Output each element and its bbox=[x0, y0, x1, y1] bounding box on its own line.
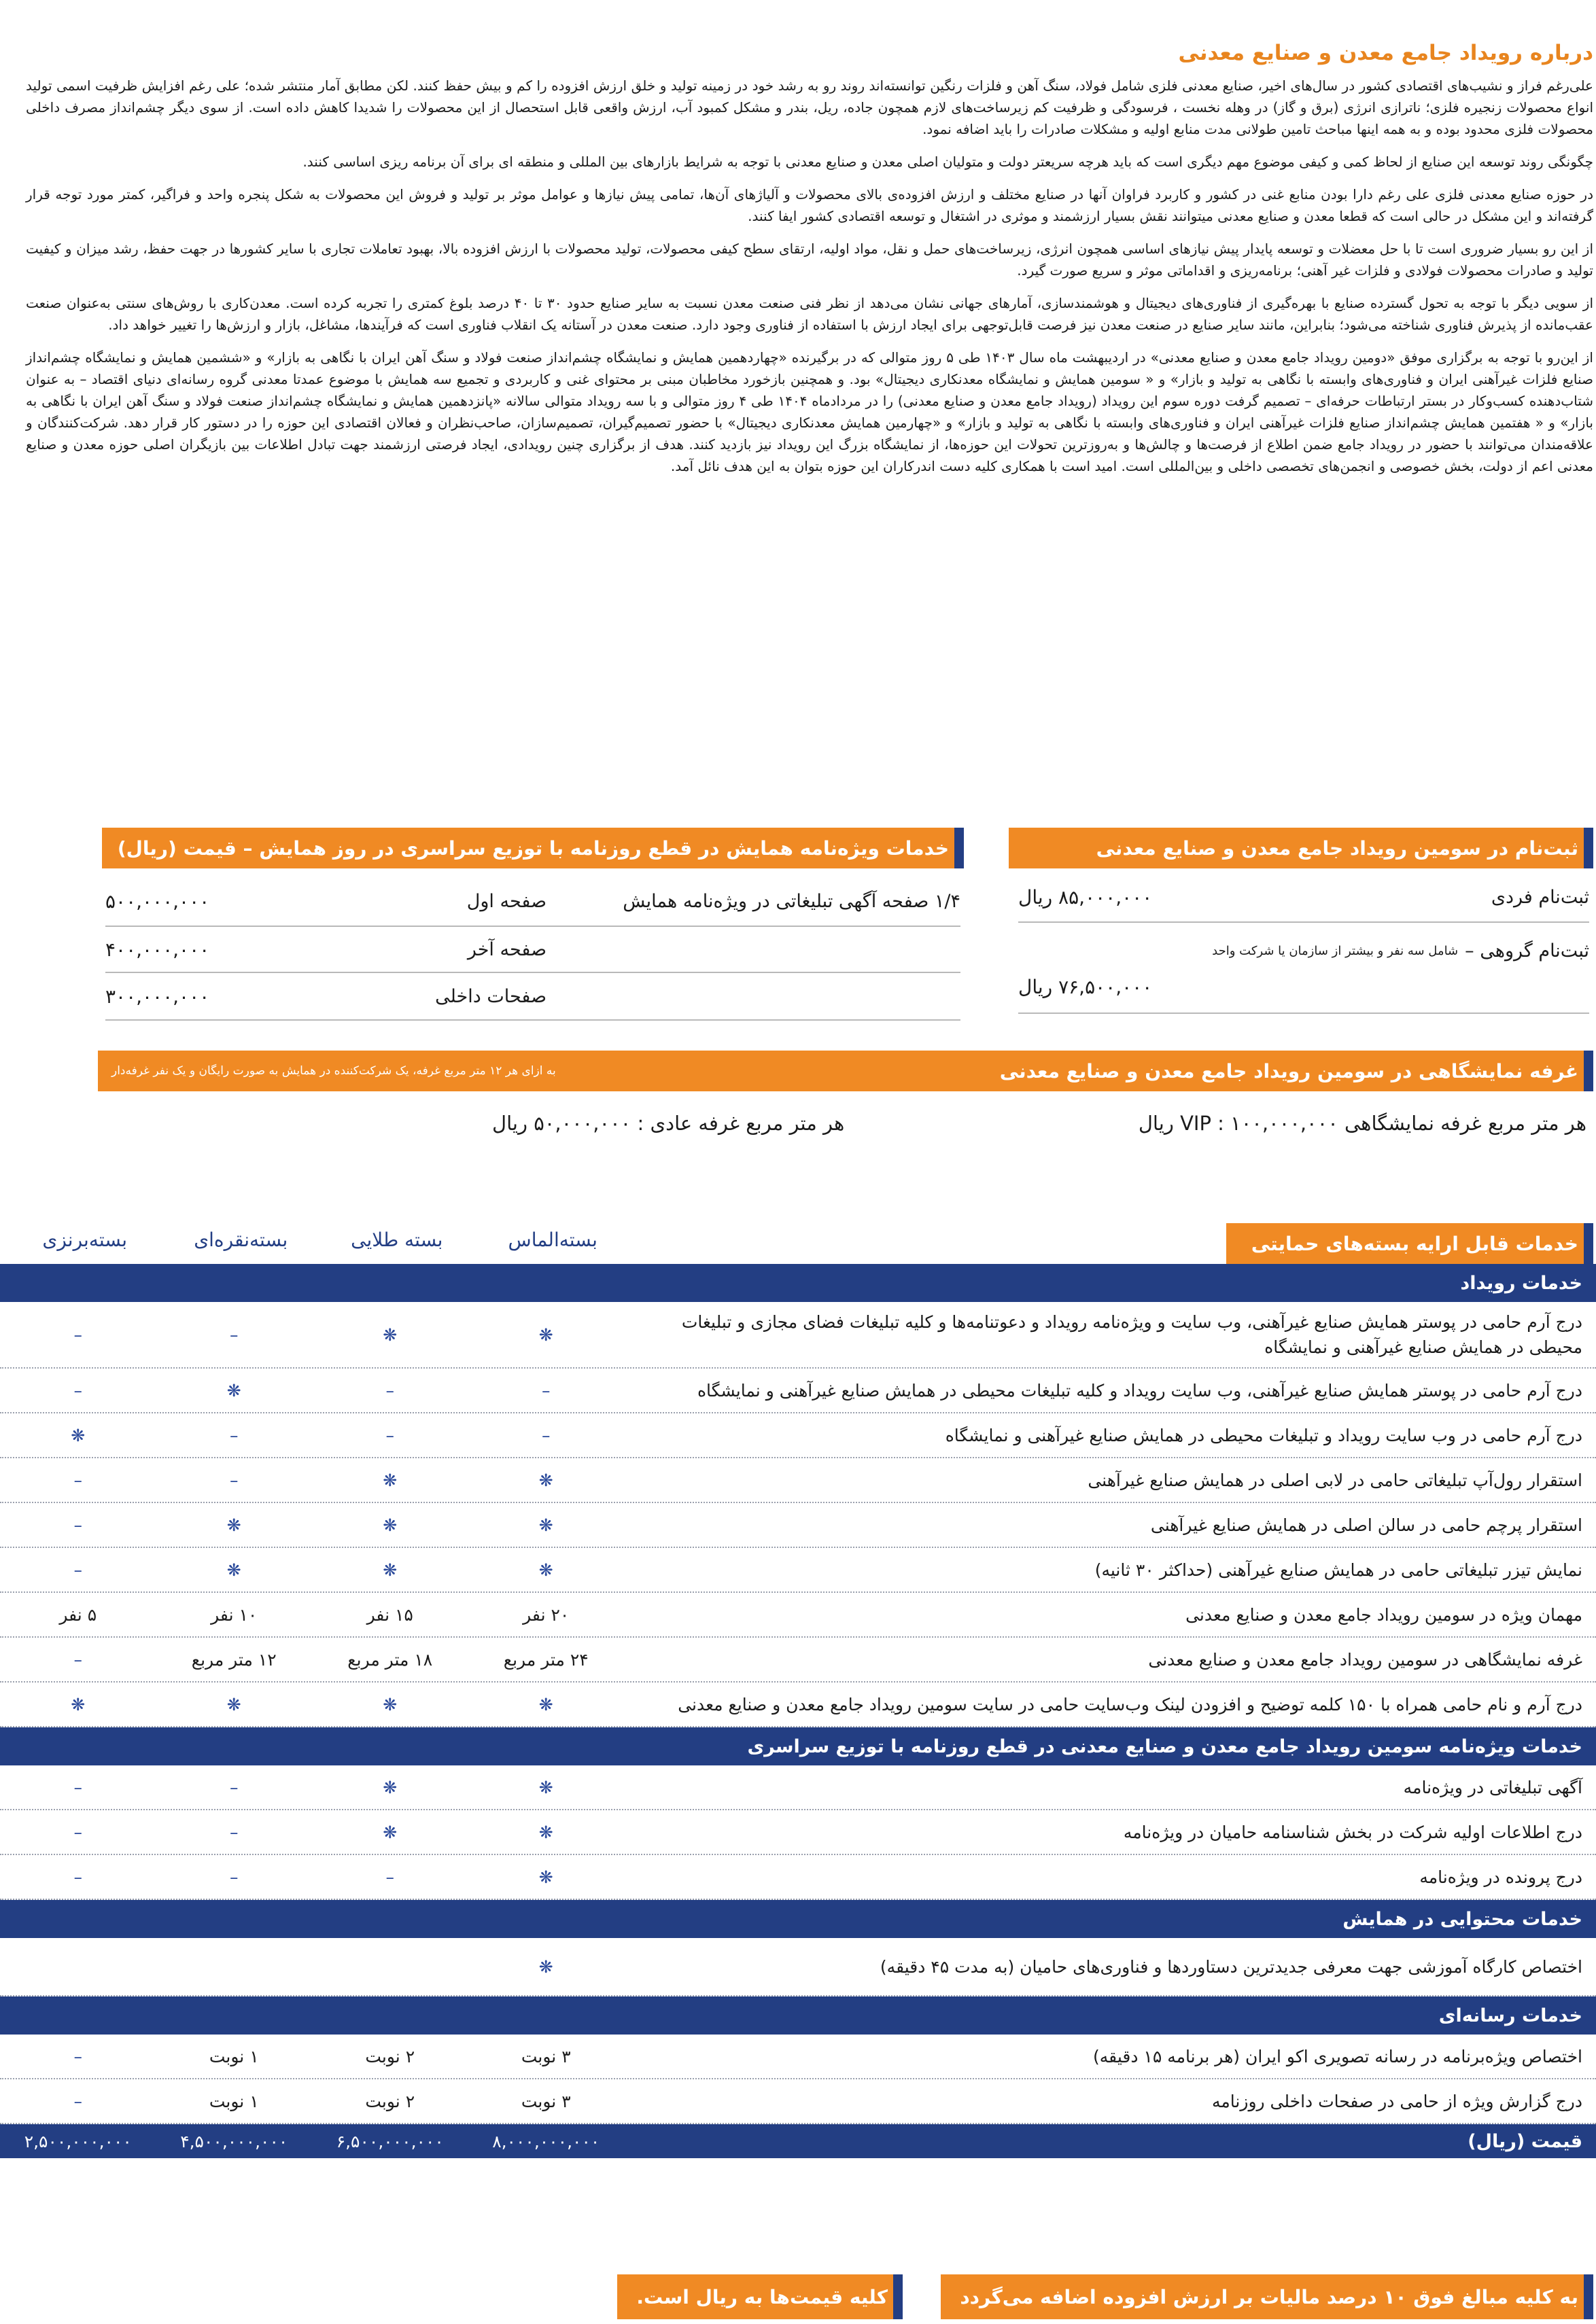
header-accent bbox=[1584, 1223, 1593, 1264]
package-cell: – bbox=[230, 1822, 239, 1842]
package-cell: – bbox=[73, 1515, 82, 1535]
table-row bbox=[0, 1369, 1596, 1413]
row-label: درج پرونده در ویژه‌نامه bbox=[1419, 1867, 1582, 1887]
vat-note-bar bbox=[941, 2274, 1593, 2319]
package-cell: – bbox=[73, 2046, 82, 2066]
included-icon: ❋ bbox=[383, 1560, 398, 1580]
about-title: درباره رویداد جامع معدن و صنایع معدنی bbox=[1178, 41, 1593, 65]
included-icon: ❋ bbox=[226, 1694, 241, 1714]
included-icon: ❋ bbox=[538, 1822, 553, 1842]
package-cell: ۲۰ نفر bbox=[523, 1604, 570, 1625]
package-cell: – bbox=[73, 1324, 82, 1345]
special-issue-row bbox=[105, 877, 960, 926]
row-label: استقرار رول‌آپ تبلیغاتی حامی در لابی اصلی در همایش صنایع غیرآهنی bbox=[1088, 1470, 1582, 1490]
about-paragraph: چگونگی روند توسعه این صنایع از لحاظ کمی و کیفی موضوع مهم دیگری است که باید هرچه سریعتر دولت و متولیان اصلی معدن و صنایع معدنی با توجه به شرایط بازارهای بین المللی و منطقه ای برای آن برنامه ریزی اساسی کنند. bbox=[302, 154, 1593, 170]
group-label: ثبت‌نام گروهی – bbox=[1465, 940, 1589, 962]
package-cell: – bbox=[230, 1324, 239, 1345]
package-gold: بسته طلایی bbox=[351, 1229, 443, 1251]
about-paragraph: در حوزه صنایع معدنی فلزی علی رغم دارا بودن منابع غنی در کشور و کاربرد فراوان آنها در صنایع مختلف و ارزش افزوده‌ی بالای محصولات و آلیاژهای آن‌ها، تمامی پیش نیازها و عوامل موثر بر تولید و فروش این محصولات به شکل پنجره واحد و فراگیر، کمتر مورد توجه قرار گرفته‌اند و این مشکل در حالی است که قطعا معدن و صنایع معدنی میتوانند نقش بسیار ارزشمند و موثری در اشتغال و توسعه اقتصادی کشور ایفا کنند. bbox=[26, 186, 1593, 224]
included-icon: ❋ bbox=[538, 1777, 553, 1797]
packages-title: خدمات قابل ارایه بسته‌های حمایتی bbox=[1251, 1232, 1578, 1255]
individual-price: ۸۵,۰۰۰,۰۰۰ ریال bbox=[1018, 885, 1153, 909]
row-label: درج گزارش ویژه از حامی در صفحات داخلی روزنامه bbox=[1212, 2091, 1582, 2111]
table-row bbox=[0, 1593, 1596, 1638]
package-cell: – bbox=[230, 1867, 239, 1887]
special-issue-row bbox=[105, 973, 960, 1019]
section-header: خدمات رسانه‌ای bbox=[0, 1996, 1596, 2035]
package-price: ۸,۰۰۰,۰۰۰,۰۰۰ bbox=[492, 2131, 600, 2151]
table-row bbox=[0, 1458, 1596, 1503]
row-label: استقرار پرچم حامی در سالن اصلی در همایش صنایع غیرآهنی bbox=[1150, 1515, 1582, 1535]
special-issue-row-label: صفحه اول bbox=[466, 890, 547, 912]
group-price: ۷۶,۵۰۰,۰۰۰ ریال bbox=[1018, 975, 1153, 998]
booth-note: به ازای هر ۱۲ متر مربع غرفه، یک شرکت‌کننده در همایش به صورت رایگان و یک نفر غرفه‌دار bbox=[111, 1064, 556, 1078]
package-price: ۲,۵۰۰,۰۰۰,۰۰۰ bbox=[24, 2131, 132, 2151]
package-cell: – bbox=[73, 1560, 82, 1580]
included-icon: ❋ bbox=[71, 1694, 86, 1714]
package-bronze: بسته‌برنزی bbox=[42, 1229, 128, 1251]
included-icon: ❋ bbox=[383, 1694, 398, 1714]
booth-regular: هر متر مربع غرفه عادی : ۵۰,۰۰۰,۰۰۰ ریال bbox=[492, 1112, 845, 1135]
package-cell: – bbox=[73, 2091, 82, 2111]
table-row bbox=[0, 1302, 1596, 1369]
package-cell: ۲ نوبت bbox=[365, 2091, 415, 2111]
included-icon: ❋ bbox=[538, 1956, 553, 1977]
table-row bbox=[0, 1503, 1596, 1548]
row-label: غرفه نمایشگاهی در سومین رویداد جامع معدن و صنایع معدنی bbox=[1148, 1649, 1582, 1670]
group-row bbox=[1018, 935, 1589, 966]
registration-header bbox=[1009, 828, 1593, 868]
table-row bbox=[0, 1810, 1596, 1855]
booth-prices bbox=[227, 1112, 1586, 1135]
about-paragraph: از این‌رو با توجه به برگزاری موفق «دومین رویداد جامع معدن و صنایع معدنی» در اردیبهشت ماه سال ۱۴۰۳ طی ۵ روز متوالی که در برگیرنده «چهاردهمین همایش و نمایشگاه چشم‌انداز صنعت فولاد و سنگ آهن ایران با نگاهی به بازار» و «ششمین همایش و نمایشگاه چشم‌انداز صنایع فلزات غیرآهنی ایران و فناوری‌های وابسته با نگاهی به تولید و بازار» و « سومین همایش و نمایشگاه معدنکاری دیجیتال» بود. و همچنین بازخورد مخاطبان مبنی بر محتوای غنی و کاربردی و تجمیع سه همایش با موضوع عمدتا معدنی گروه رسانه‌ای دنیای اقتصاد – به عنوان شتاب‌دهنده کسب‌وکار در بستر ارتباطات حرفه‌ای – تصمیم گرفت دوره سوم این رویداد (رویداد جامع معدن و صنایع معدنی) را در مردادماه ۱۴۰۴ طی ۴ روز متوالی و با سه رویداد متوالی سالانه «پانزدهمین همایش و نمایشگاه چشم‌انداز صنعت فولاد و سنگ آهن ایران با نگاهی به بازار» و « هفتمین همایش چشم‌انداز صنایع فلزات غیرآهنی ایران و فناوری‌های وابسته با نگاهی به تولید و بازار» و «چهارمین همایش معدنکاری دیجیتال» با حضور تصمیم‌گیران، تصمیم‌سازان، صاحب‌نظران و فعالان اقتصادی این حوزه را در دستور کار قرار دهد. شرکت‌کنندگان و علاقه‌مندان می‌توانند با حضور در رویداد جامع ضمن اطلاع از فرصت‌ها و چالش‌ها و به‌روزترین تحولات این حوزه‌ها، از نمایشگاه بزرگ این رویداد نیز بازدید کنند. هدف از برگزاری چنین رویدادی، ایجاد فرصتی ارزشمند جهت تبادل اطلاعات بین بازیگران اصلی حوزه معدن و صنایع معدنی اعم از دولت، بخش خصوصی و انجمن‌های تخصصی داخلی و بین‌المللی است. امید است با همکاری کلیه دست اندرکاران این حوزه بتوان به این هدف نائل آمد. bbox=[26, 349, 1593, 474]
package-cell: ۱۰ نفر bbox=[211, 1604, 258, 1625]
vat-note: به کلیه مبالغ فوق ۱۰ درصد مالیات بر ارزش افزوده اضافه می‌گردد bbox=[960, 2285, 1578, 2308]
table-row bbox=[0, 1938, 1596, 1996]
included-icon: ❋ bbox=[383, 1515, 398, 1535]
included-icon: ❋ bbox=[383, 1822, 398, 1842]
row-label: اختصاص کارگاه آموزشی جهت معرفی جدیدترین دستاوردها و فناوری‌های حامیان (به مدت ۴۵ دقیقه) bbox=[880, 1956, 1582, 1977]
package-column-headers bbox=[7, 1229, 631, 1251]
individual-row bbox=[1018, 877, 1589, 917]
included-icon: ❋ bbox=[538, 1560, 553, 1580]
package-cell: – bbox=[73, 1867, 82, 1887]
row-label: اختصاص ویژه‌برنامه در رسانه تصویری اکو ایران (هر برنامه ۱۵ دقیقه) bbox=[1093, 2046, 1582, 2066]
registration-box bbox=[1018, 877, 1589, 1014]
package-cell: ۱۸ متر مربع bbox=[347, 1649, 433, 1670]
about-paragraph: علی‌رغم فراز و نشیب‌های اقتصادی کشور در سال‌های اخیر، صنایع معدنی فلزی شامل فولاد، سنگ آهن و فلزات رنگین توانسته‌اند روند رو به رشد خود در زمینه تولید و خلق ارزش افزوده را کم و بیش حفظ کنند. لکن مطابق آمار منتشر شده؛ علی رغم افزایش ظرفیت اسمی تولید انواع محصولات زنجیره فلزی؛ ناترازی انرژی (برق و گاز) در وهله نخست ، فرسودگی و ظرفیت کم زیرساخت‌های لازم همچون جاده، ریل، بندر و مشکل کمبود آب، ارزش واقعی قابل استحصال از این محصولات را شدیدا کاهش داده است. از سوی دیگر چشم‌انداز مصرف داخلی محصولات فلزی محدود بوده و به همه اینها مباحث تامین طولانی مدت منابع اولیه و مشکلات صادرات را باید اضافه نمود. bbox=[26, 77, 1593, 137]
row-label: درج آرم حامی در وب سایت رویداد و تبلیغات محیطی در همایش صنایع غیرآهنی و نمایشگاه bbox=[945, 1425, 1582, 1445]
package-cell: – bbox=[385, 1380, 394, 1401]
price-row bbox=[0, 2124, 1596, 2158]
section-header: خدمات رویداد bbox=[0, 1264, 1596, 1302]
row-label: آگهی تبلیغاتی در ویژه‌نامه bbox=[1403, 1777, 1582, 1797]
table-row bbox=[0, 1765, 1596, 1810]
package-cell: ۱ نوبت bbox=[209, 2046, 259, 2066]
price-label: قیمت (ریال) bbox=[1468, 2130, 1582, 2152]
table-row bbox=[0, 1683, 1596, 1727]
package-cell: ۳ نوبت bbox=[521, 2046, 571, 2066]
included-icon: ❋ bbox=[538, 1867, 553, 1887]
table-row bbox=[0, 2035, 1596, 2079]
header-accent bbox=[1584, 1051, 1593, 1091]
package-diamond: بسته‌الماس bbox=[508, 1229, 597, 1251]
registration-title: ثبت‌نام در سومین رویداد جامع معدن و صنایع معدنی bbox=[1096, 837, 1578, 860]
section-header: خدمات ویژه‌نامه سومین رویداد جامع معدن و صنایع معدنی در قطع روزنامه با توزیع سراسری bbox=[0, 1727, 1596, 1765]
package-silver: بسته‌نقره‌ای bbox=[194, 1229, 288, 1251]
special-issue-title: خدمات ویژه‌نامه همایش در قطع روزنامه با توزیع سراسری در روز همایش – قیمت (ریال) bbox=[117, 837, 949, 860]
group-note: شامل سه نفر و بیشتر از سازمان یا شرکت واحد bbox=[1212, 943, 1459, 958]
included-icon: ❋ bbox=[383, 1470, 398, 1490]
table-row bbox=[0, 1638, 1596, 1683]
package-cell: – bbox=[230, 1470, 239, 1490]
packages-table bbox=[0, 1264, 1596, 2158]
package-cell: – bbox=[230, 1425, 239, 1445]
special-issue-row-price: ۵۰۰,۰۰۰,۰۰۰ bbox=[105, 890, 210, 913]
package-cell bbox=[315, 1957, 465, 1977]
included-icon: ❋ bbox=[538, 1515, 553, 1535]
special-issue-row-label: صفحه آخر bbox=[467, 938, 547, 960]
package-cell: – bbox=[73, 1822, 82, 1842]
currency-note: کلیه قیمت‌ها به ریال است. bbox=[636, 2285, 888, 2308]
row-label: درج آرم و نام حامی همراه با ۱۵۰ کلمه توضیح و افزودن لینک وب‌سایت حامی در سایت سومین رویداد جامع معدن و صنایع معدنی bbox=[678, 1694, 1582, 1714]
package-cell: – bbox=[542, 1425, 551, 1445]
currency-note-bar bbox=[617, 2274, 903, 2319]
package-cell: – bbox=[73, 1380, 82, 1401]
special-issue-row bbox=[105, 927, 960, 972]
about-paragraph: از سویی دیگر با توجه به تحول گسترده صنایع با بهره‌گیری از فناوری‌های دیجیتال و هوشمندسازی، آمارهای جهانی نشان می‌دهد از نظر فنی صنعت معدن نسبت به سایر صنایع حدود ۳۰ تا ۴۰ درصد بلوغ کمتری را تجربه کرده است. معدن‌کاری با روش‌های سنتی به‌عنوان صنعت عقب‌مانده از پذیرش فناوری شناخته می‌شود؛ بنابراین، مانند سایر صنایع در صنعت معدن نیز فرصت قابل‌توجهی برای ایجاد ارزش با استفاده از فناوری وجود دارد. صنعت معدن در آستانه یک انقلاب فناوری است که فرآیندها، مشاغل، بازار و ارزش‌ها را تغییر خواهد داد. bbox=[26, 295, 1594, 333]
included-icon: ❋ bbox=[226, 1515, 241, 1535]
included-icon: ❋ bbox=[383, 1777, 398, 1797]
package-cell: – bbox=[385, 1867, 394, 1887]
package-cell bbox=[159, 1957, 309, 1977]
individual-label: ثبت‌نام فردی bbox=[1491, 886, 1589, 908]
included-icon: ❋ bbox=[226, 1380, 241, 1401]
table-row bbox=[0, 2079, 1596, 2124]
package-cell: – bbox=[73, 1649, 82, 1670]
package-cell: – bbox=[73, 1777, 82, 1797]
row-label: درج آرم حامی در پوستر همایش صنایع غیرآهنی، وب سایت رویداد و کلیه تبلیغات محیطی در همایش صنایع غیرآهنی و نمایشگاه bbox=[697, 1380, 1582, 1401]
row-label: نمایش تیزر تبلیغاتی حامی در همایش صنایع غیرآهنی (حداکثر ۳۰ ثانیه) bbox=[1094, 1560, 1582, 1580]
about-paragraph: از این رو بسیار ضروری است تا با حل معضلات و توسعه پایدار پیش نیازهای اساسی همچون انرژی، زیرساخت‌های حمل و نقل، مواد اولیه، ارتقای سطح کیفی محصولات، تولید محصولات با ارزش افزوده بالا، بهبود تعاملات تجاری با سایر کشورها در جهت حفظ، رشد میزان و کیفیت تولید و صادرات محصولات فولادی و فلزات غیر آهنی؛ برنامه‌ریزی و اقداماتی موثر و سریع صورت گیرد. bbox=[26, 241, 1593, 279]
package-cell: ۲ نوبت bbox=[365, 2046, 415, 2066]
special-issue-header bbox=[102, 828, 964, 868]
booth-vip: هر متر مربع غرفه نمایشگاهی VIP : ۱۰۰,۰۰۰,۰۰۰ ریال bbox=[1138, 1112, 1586, 1135]
included-icon: ❋ bbox=[383, 1324, 398, 1345]
special-issue-row-price: ۴۰۰,۰۰۰,۰۰۰ bbox=[105, 938, 210, 961]
included-icon: ❋ bbox=[71, 1425, 86, 1445]
package-cell: – bbox=[542, 1380, 551, 1401]
row-label: درج اطلاعات اولیه شرکت در بخش شناسنامه حامیان در ویژه‌نامه bbox=[1123, 1822, 1582, 1842]
row-label: درج آرم حامی در پوستر همایش صنایع غیرآهنی، وب سایت و ویژه‌نامه رویداد و دعوتنامه‌ها و کلیه تبلیغات فضای مجازی و تبلیغات محیطی در همایش صنایع غیرآهنی و نمایشگاه bbox=[681, 1312, 1582, 1357]
package-cell: – bbox=[385, 1425, 394, 1445]
package-cell bbox=[3, 1957, 153, 1977]
header-accent bbox=[893, 2274, 903, 2319]
section-header: خدمات محتوایی در همایش bbox=[0, 1900, 1596, 1938]
included-icon: ❋ bbox=[538, 1694, 553, 1714]
about-section bbox=[26, 41, 1593, 488]
booth-title: غرفه نمایشگاهی در سومین رویداد جامع معدن و صنایع معدنی bbox=[999, 1059, 1578, 1082]
special-issue-row-price: ۳۰۰,۰۰۰,۰۰۰ bbox=[105, 985, 210, 1008]
package-cell: ۱۵ نفر bbox=[366, 1604, 413, 1625]
header-accent bbox=[954, 828, 964, 868]
included-icon: ❋ bbox=[226, 1560, 241, 1580]
package-cell: ۵ نفر bbox=[59, 1604, 97, 1625]
included-icon: ❋ bbox=[538, 1324, 553, 1345]
table-row bbox=[0, 1413, 1596, 1458]
booth-header bbox=[98, 1051, 1593, 1091]
package-cell: ۱۲ متر مربع bbox=[191, 1649, 277, 1670]
package-price: ۴,۵۰۰,۰۰۰,۰۰۰ bbox=[180, 2131, 288, 2151]
packages-header bbox=[1226, 1223, 1593, 1264]
package-cell: ۲۴ متر مربع bbox=[503, 1649, 589, 1670]
package-cell: – bbox=[230, 1777, 239, 1797]
package-cell: ۳ نوبت bbox=[521, 2091, 571, 2111]
special-issue-box bbox=[105, 877, 960, 1021]
included-icon: ❋ bbox=[538, 1470, 553, 1490]
table-row bbox=[0, 1548, 1596, 1593]
table-row bbox=[0, 1855, 1596, 1900]
header-accent bbox=[1584, 2274, 1593, 2319]
special-issue-item: ۱/۴ صفحه آگهی تبلیغاتی در ویژه‌نامه همایش bbox=[623, 890, 960, 912]
package-cell: – bbox=[73, 1470, 82, 1490]
header-accent bbox=[1584, 828, 1593, 868]
row-label: مهمان ویژه در سومین رویداد جامع معدن و صنایع معدنی bbox=[1185, 1604, 1582, 1625]
package-cell: ۱ نوبت bbox=[209, 2091, 259, 2111]
special-issue-row-label: صفحات داخلی bbox=[435, 985, 547, 1007]
package-price: ۶,۵۰۰,۰۰۰,۰۰۰ bbox=[336, 2131, 444, 2151]
